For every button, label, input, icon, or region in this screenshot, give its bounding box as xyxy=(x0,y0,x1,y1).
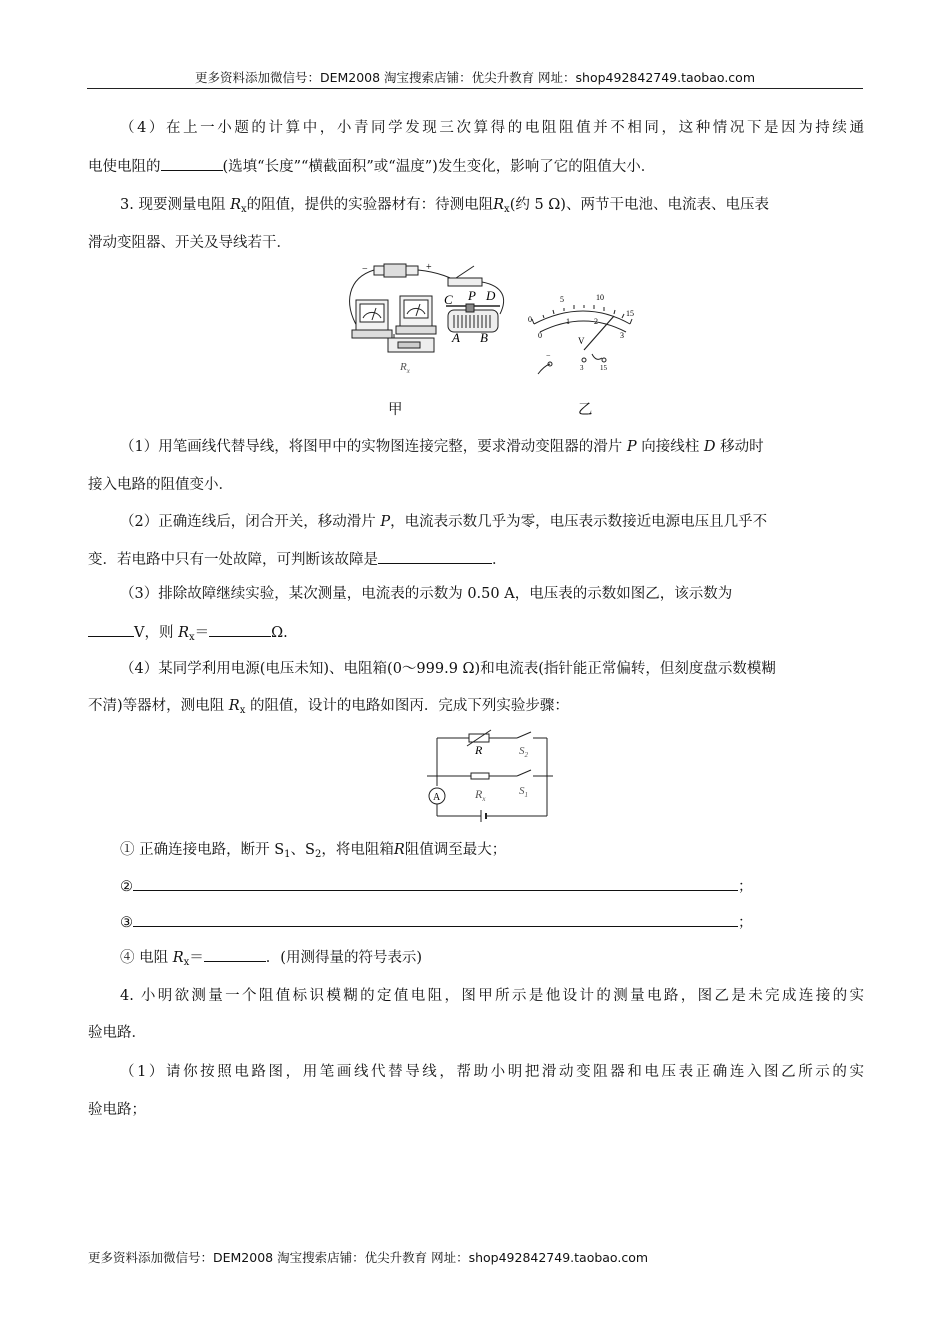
caption-yi: 乙 xyxy=(578,402,593,418)
svg-text:0: 0 xyxy=(528,315,532,324)
svg-text:P: P xyxy=(468,288,476,303)
svg-text:Rx: $R_x$ xyxy=(475,787,486,803)
answer-blank xyxy=(204,947,266,962)
answer-blank xyxy=(88,622,134,637)
svg-text:D: D xyxy=(486,288,496,303)
svg-text:10: 10 xyxy=(596,293,604,302)
svg-text:B: B xyxy=(480,330,488,345)
q3-intro-line1: 3. 现要测量电阻 $R_x$的阻值，提供的实验器材有：待测电阻$R_x$(约 5 Ω)、两节干电池、电流表、电压表 xyxy=(120,197,769,215)
q3-part3-line1: （3）排除故障继续实验，某次测量，电流表的示数为 0.50 A，电压表的示数如图乙，该示数为 xyxy=(120,586,733,602)
q3-step3: ③ ； xyxy=(120,912,864,933)
svg-text:C: C xyxy=(444,292,453,307)
svg-text:3: 3 xyxy=(620,331,624,340)
q3-part2-line1: （2）正确连线后，闭合开关，移动滑片 P，电流表示数几乎为零，电压表示数接近电源电压且几乎不 xyxy=(120,514,768,530)
svg-text:S2: $S_2$ xyxy=(519,745,528,759)
header-divider xyxy=(87,88,863,89)
svg-text:+: + xyxy=(426,262,432,273)
figure-yi-voltmeter-dial xyxy=(522,286,652,380)
svg-text:2: 2 xyxy=(594,317,598,326)
q4-part1-line1: （1）请你按照电路图，用笔画线代替导线，帮助小明把滑动变阻器和电压表正确连入图乙所示的实 xyxy=(120,1064,864,1080)
svg-text:V: V xyxy=(578,336,585,346)
q3-intro-line2: 滑动变阻器、开关及导线若干． xyxy=(88,235,291,251)
svg-text:A: A xyxy=(433,792,441,803)
svg-text:0: 0 xyxy=(538,331,542,340)
svg-text:15: 15 xyxy=(600,364,607,372)
svg-text:5: 5 xyxy=(560,295,564,304)
q3-step1: ① 正确连接电路，断开 $S_1$、$S_2$，将电阻箱R阻值调至最大； xyxy=(120,842,507,860)
figure-bing-circuit xyxy=(425,728,555,832)
q3-part2-line2: 变．若电路中只有一处故障，可判断该故障是 ． xyxy=(88,549,864,570)
q3-part1-line2: 接入电路的阻值变小． xyxy=(88,477,233,493)
q3-part4-line1: （4）某同学利用电源(电压未知)、电阻箱(0～999.9 Ω)和电流表(指针能正常偏转，但刻度盘示数模糊 xyxy=(120,661,776,677)
svg-text:R: R xyxy=(475,743,483,757)
page-footer: 更多资料添加微信号：DEM2008 淘宝搜索店铺：优尖升教育 网址：shop492842749.taobao.com xyxy=(88,1250,649,1265)
q2-part4-line2: 电使电阻的 (选填“长度”“横截面积”或“温度”)发生变化，影响了它的阻值大小． xyxy=(88,156,864,177)
answer-blank xyxy=(161,156,223,171)
q4-intro-line2: 验电路． xyxy=(88,1025,146,1041)
svg-text:Rx: $R_x$ xyxy=(400,361,410,375)
svg-text:S1: $S_1$ xyxy=(519,785,528,799)
answer-blank xyxy=(209,622,271,637)
q4-part1-line2: 验电路； xyxy=(88,1102,146,1118)
q2-part4-line1: （4）在上一小题的计算中，小青同学发现三次算得的电阻阻值并不相同，这种情况下是因为持续通 xyxy=(120,120,864,136)
q3-part1-line1: （1）用笔画线代替导线，将图甲中的实物图连接完整，要求滑动变阻器的滑片 P 向接线柱 D 移动时 xyxy=(120,439,764,455)
page-header: 更多资料添加微信号：DEM2008 淘宝搜索店铺：优尖升教育 网址：shop492842749.taobao.com xyxy=(194,70,756,85)
q3-part3-line2: V，则 $R_x= \Omega$. xyxy=(88,622,864,645)
figure-jia-apparatus xyxy=(338,258,518,380)
answer-blank xyxy=(133,876,738,891)
answer-blank xyxy=(133,912,738,927)
q3-part4-line2: 不清)等器材，测电阻 $R_x$ 的阻值，设计的电路如图丙．完成下列实验步骤： xyxy=(88,698,569,716)
svg-text:A: A xyxy=(452,330,460,345)
q3-step2: ② ； xyxy=(120,876,864,897)
caption-jia: 甲 xyxy=(388,402,403,418)
svg-text:−: − xyxy=(546,351,551,360)
q3-step4: ④ 电阻 $R_x=$ ．(用测得量的符号表示) xyxy=(120,947,864,970)
svg-text:−: − xyxy=(362,264,368,275)
answer-blank xyxy=(378,549,492,564)
q4-intro-line1: 4. 小明欲测量一个阻值标识模糊的定值电阻，图甲所示是他设计的测量电路，图乙是未完成连接的实 xyxy=(120,988,864,1004)
svg-text:1: 1 xyxy=(566,317,570,326)
svg-text:3: 3 xyxy=(580,364,584,372)
svg-text:15: 15 xyxy=(626,309,634,318)
